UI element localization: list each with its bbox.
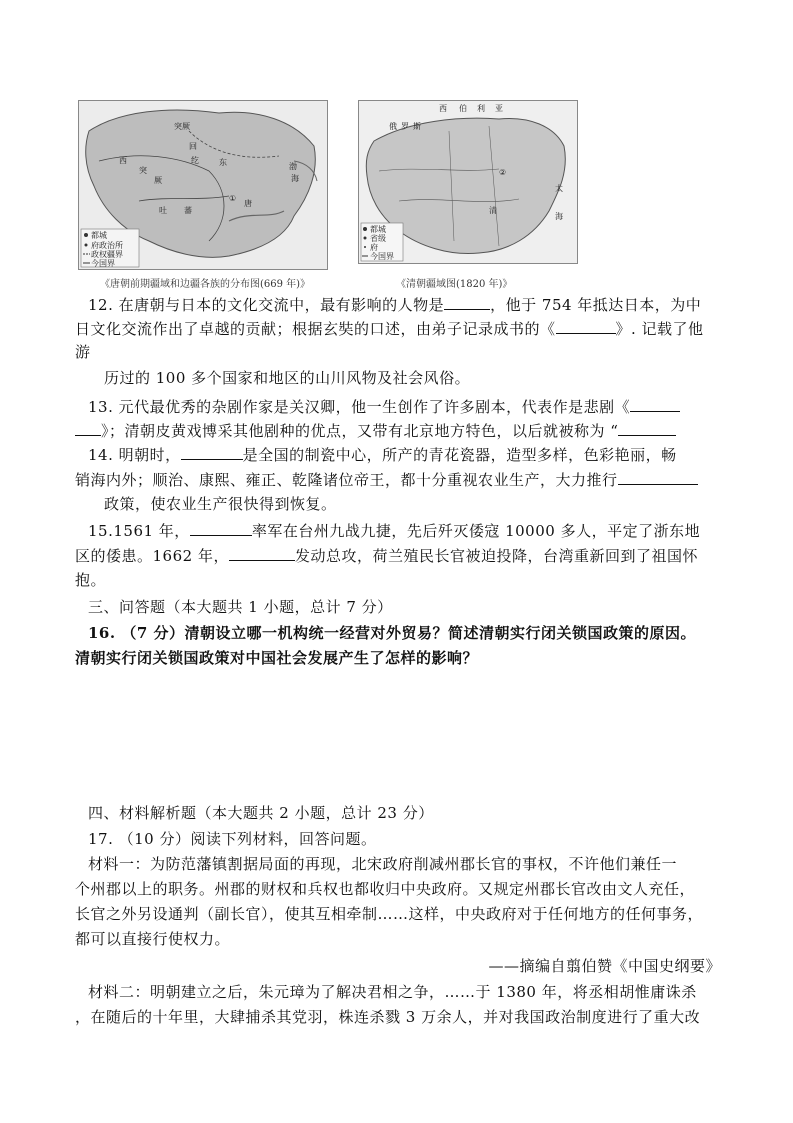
q12-line1 [88,294,723,315]
q15-text-d: 发动总攻，荷兰殖民长官被迫投降，台湾重新回到了祖国怀 [294,547,698,565]
map-label: 蕃 [184,206,192,215]
q14-line1 [88,444,723,465]
map-label: ① [229,194,237,203]
map-label: 利 [477,104,485,113]
q17-m1-line3: 长官之外另设通判（副长官），使其互相牵制……这样，中央政府对于任何地方的任何事务， [75,905,704,923]
q12-blank-1 [444,294,490,310]
map-label: 渤 [289,162,297,171]
legend-item: 省级 [370,234,386,243]
map-label: 突 [139,166,147,175]
legend-item: 都城 [91,231,107,240]
q13-line2 [75,420,723,441]
tang-territory-map [78,100,328,270]
q15-text-c: 区的倭患。1662 年， [75,547,229,565]
q13-blank-1-cont [75,420,101,436]
map-label: 纥 [191,156,199,165]
q17-intro: 17. （10 分）阅读下列材料，回答问题。 [88,830,377,848]
legend-item: 今国界 [91,259,115,268]
q14-text-a: 14. 明朝时， [88,446,181,464]
q13-text-a: 13. 元代最优秀的杂剧作家是关汉卿，他一生创作了许多剧本，代表作是悲剧《 [88,398,631,416]
q12-text-c: 日文化交流作出了卓越的贡献；根据玄奘的口述，由弟子记录成书的《 [75,320,556,338]
q17-m1-line4: 都可以直接行使权力。 [75,930,231,948]
map-label: 突厥 [174,122,190,131]
section3-title: 三、问答题（本大题共 1 小题，总计 7 分） [88,598,393,616]
map-label: 海 [291,174,299,183]
q15-line1 [88,520,723,541]
map-label: 回 [189,142,197,151]
q15-text-b: 率军在台州九战九捷，先后歼灭倭寇 10000 多人，平定了浙东地 [251,522,701,540]
q14-text-c: 销海内外；顺治、康熙、雍正、乾隆诸位帝王，都十分重视农业生产，大力推行 [75,471,618,489]
q15-blank-2 [229,545,295,561]
q15-text-a: 15.1561 年， [88,522,190,540]
map-label: 西 [119,156,127,165]
map-label: 俄 [389,122,397,131]
q13-text-b: 》；清朝皮黄戏博采其他剧种的优点，又带有北京地方特色，以后就被称为 “ [101,422,619,440]
q16-line1: 16. （7 分）清朝设立哪一机构统一经营对外贸易？简述清朝实行闭关锁国政策的原因。 [88,624,696,642]
map-label: 东 [219,158,227,167]
q14-text-b: 是全国的制瓷中心，所产的青花瓷器，造型多样，色彩艳丽，畅 [242,446,677,464]
qing-map-caption: 《清朝疆域图(1820 年)》 [396,279,513,290]
q12-text-b: ，他于 754 年抵达日本，为中 [490,296,702,314]
q13-line1 [88,396,723,417]
q15-line2 [75,545,723,566]
q15-line3: 抱。 [75,571,107,589]
map-label: 太 [555,184,563,193]
map-label: 海 [555,212,563,221]
q12-text-a: 12. 在唐朝与日本的文化交流中，最有影响的人物是 [88,296,445,314]
map-label: 清 [489,206,497,215]
q12-line2 [75,318,723,339]
map-label: 吐 [159,206,167,215]
q14-blank-2 [618,469,698,485]
qing-territory-map [358,100,578,264]
q17-source: ——摘编自翦伯赞《中国史纲要》 [488,957,721,975]
tang-map-caption: 《唐朝前期疆域和边疆各族的分布图(669 年)》 [100,279,311,290]
q17-m1-line2: 个州郡以上的职务。州郡的财权和兵权也都收归中央政府。又规定州郡长官改由文人充任， [75,880,696,898]
legend-item: 府政治所 [91,241,123,250]
map-label: 厥 [154,176,162,185]
q17-m2-line2: ，在随后的十年里，大肆捕杀其党羽，株连杀戮 3 万余人，并对我国政治制度进行了重大改 [75,1008,701,1026]
map-figures [78,100,598,290]
map-label: 唐 [244,199,252,208]
q14-blank-1 [181,444,243,460]
q15-blank-1 [190,520,252,536]
q14-line2 [75,469,723,490]
map-label: 伯 [459,104,467,113]
legend-item: 政权疆界 [91,250,123,259]
q13-blank-2 [618,420,676,436]
map-label: 罗 [401,122,409,131]
map-label: 亚 [495,104,503,113]
q13-blank-1 [630,396,680,412]
legend-item: 今国界 [370,252,394,261]
legend-item: 府 [370,243,378,252]
q12-text-d: 》. 记载了他 [615,320,704,338]
q12-line4: 历过的 100 多个国家和地区的山川风物及社会风俗。 [104,369,471,387]
section4-title: 四、材料解析题（本大题共 2 小题，总计 23 分） [88,804,434,822]
map-label: 西 [439,104,447,113]
q17-m1-line1: 材料一：为防范藩镇割据局面的再现，北宋政府削减州郡长官的事权，不许他们兼任一 [88,855,678,873]
q16-line2: 清朝实行闭关锁国政策对中国社会发展产生了怎样的影响？ [75,649,479,667]
legend-item: 都城 [370,225,386,234]
q12-line3: 游 [75,343,91,361]
q17-m2-line1: 材料二：明朝建立之后，朱元璋为了解决君相之争，……于 1380 年，将丞相胡惟庸诛杀 [88,983,697,1001]
q14-line3: 政策，使农业生产很快得到恢复。 [104,495,337,513]
map-label: ② [499,168,507,177]
map-label: 斯 [413,122,421,131]
q12-blank-2 [556,318,616,334]
